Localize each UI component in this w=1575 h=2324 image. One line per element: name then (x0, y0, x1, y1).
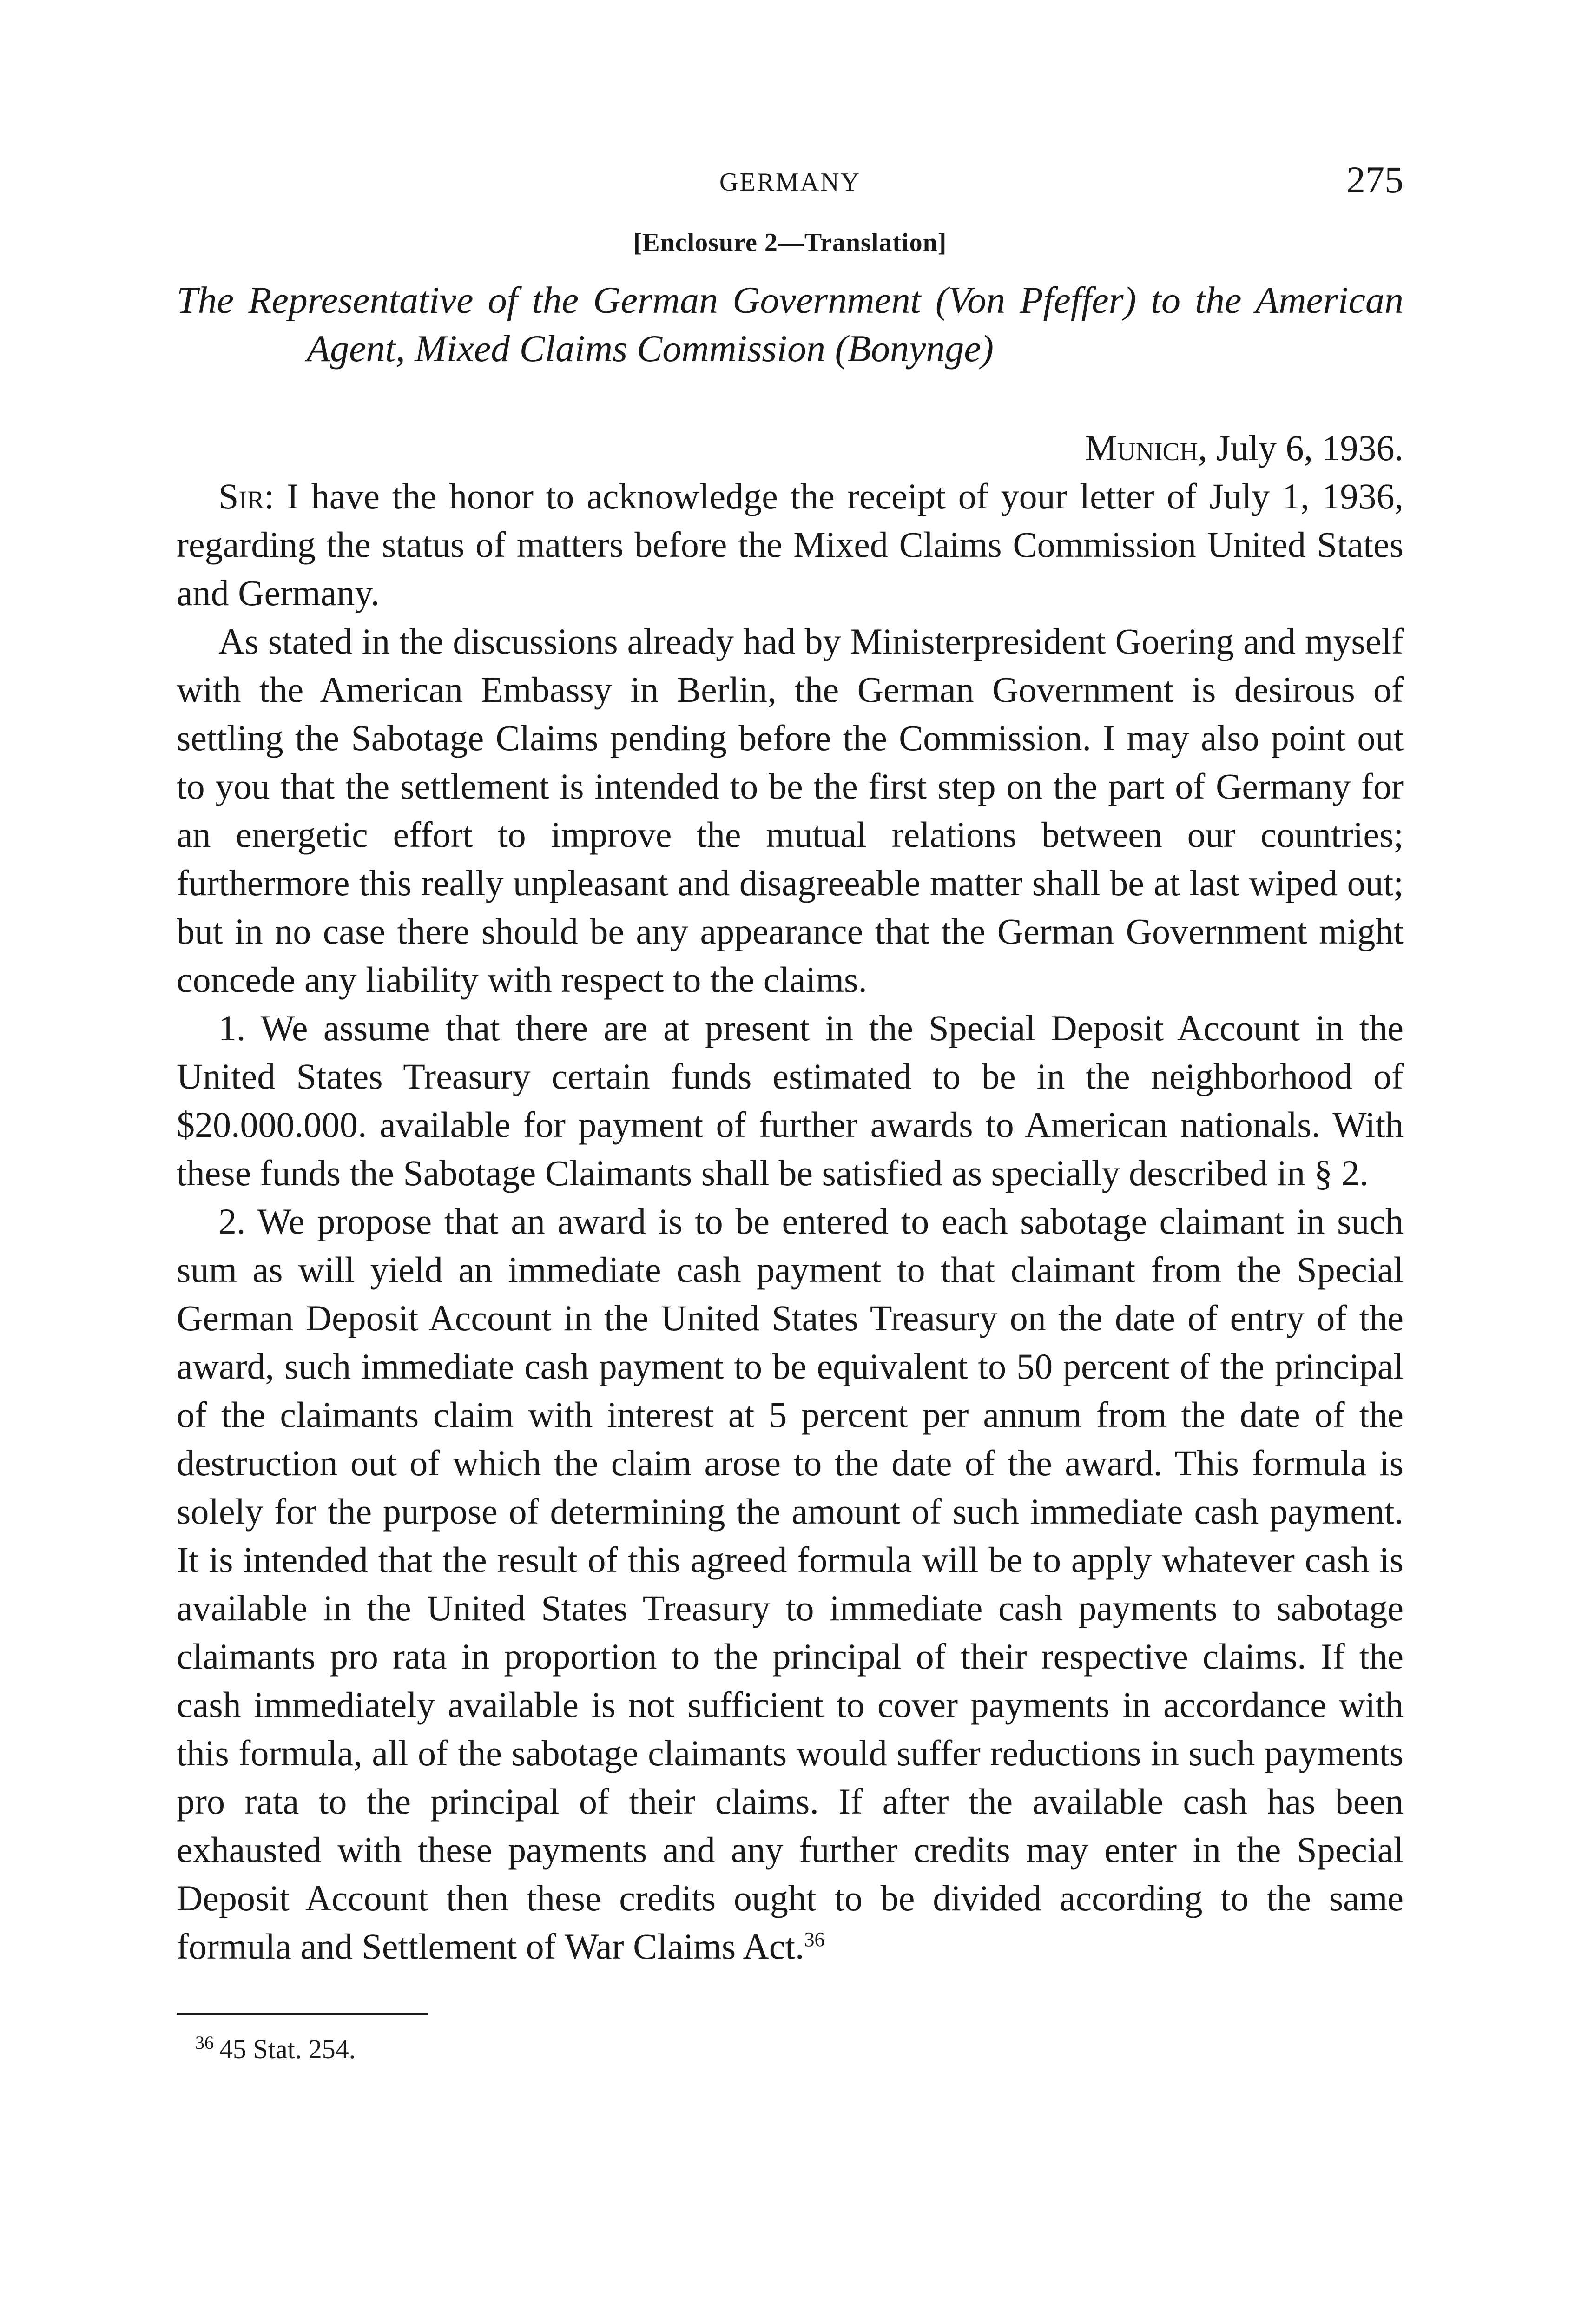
paragraph-2: As stated in the discussions already had by Ministerpresident Goering and myself with the American Embassy in Berlin, the German Government is desirous of settling the Sabotage Claims pending before the Commission. I may also point out to you that the settlement is intended to be the first step on the part of Germany for an energetic effort to improve the mutual relations between our countries; furthermore this really unpleasant and disagreeable matter shall be at last wiped out; but in no case there should be any appearance that the German Government might concede any liability with respect to the claims. (177, 621, 1404, 1000)
footnote-text: 45 Stat. 254. (219, 2034, 356, 2064)
dateline-place: Munich (1085, 428, 1198, 468)
letter-body (177, 472, 1404, 1971)
footnote (177, 2034, 1404, 2065)
page-number: 275 (1346, 158, 1404, 201)
paragraph-4 (177, 1197, 1404, 1971)
dateline-date: , July 6, 1936. (1198, 428, 1404, 468)
running-head (177, 158, 1404, 209)
paragraph-4-text: 2. We propose that an award is to be entered to each sabotage claimant in such sum as will yield an immediate cash payment to that claimant from the Special German Deposit Account in the United States Treasury on the date of entry of the award, such immediate cash payment to be equivalent to 50 percent of the principal of the claimants claim with interest at 5 percent per annum from the date of the destruction out of which the claim arose to the date of the award. This formula is solely for the purpose of determining the amount of such immediate cash payment. It is intended that the result of this agreed formula will be to apply whatever cash is available in the United States Treasury to immediate cash payments to sabotage claimants pro rata in proportion to the principal of their respective claims. If the cash immediately available is not sufficient to cover payments in accordance with this formula, all of the sabotage claimants would suffer reductions in such payments pro rata to the principal of their claims. If after the available cash has been exhausted with these payments and any further credits may enter in the Special Deposit Account then these credits ought to be divided according to the same formula and Settlement of War Claims Act. (177, 1201, 1404, 1967)
paragraph-1-text: : I have the honor to acknowledge the receipt of your letter of July 1, 1936, regarding the status of matters before the Mixed Claims Commission United States and Germany. (177, 476, 1404, 613)
paragraph-1 (177, 472, 1404, 617)
footnote-mark: 36 (195, 2032, 214, 2053)
footnote-divider (177, 2013, 428, 2015)
document-page (177, 158, 1404, 2065)
running-title: GERMANY (719, 168, 861, 197)
salutation: Sir (218, 476, 264, 516)
document-heading: The Representative of the German Government (Von Pfeffer) to the American Agent, Mixed Claims Commission (Bonynge) (177, 279, 1404, 370)
footnote-reference[interactable]: 36 (804, 1928, 825, 1951)
dateline (177, 424, 1404, 472)
enclosure-label: [Enclosure 2—Translation] (633, 228, 947, 257)
paragraph-3: 1. We assume that there are at present in the Special Deposit Account in the United States Treasury certain funds estimated to be in the neighborhood of $20.000.000. available for payment of further awards to American nationals. With these funds the Sabotage Claimants shall be satisfied as specially described in § 2. (177, 1008, 1404, 1193)
